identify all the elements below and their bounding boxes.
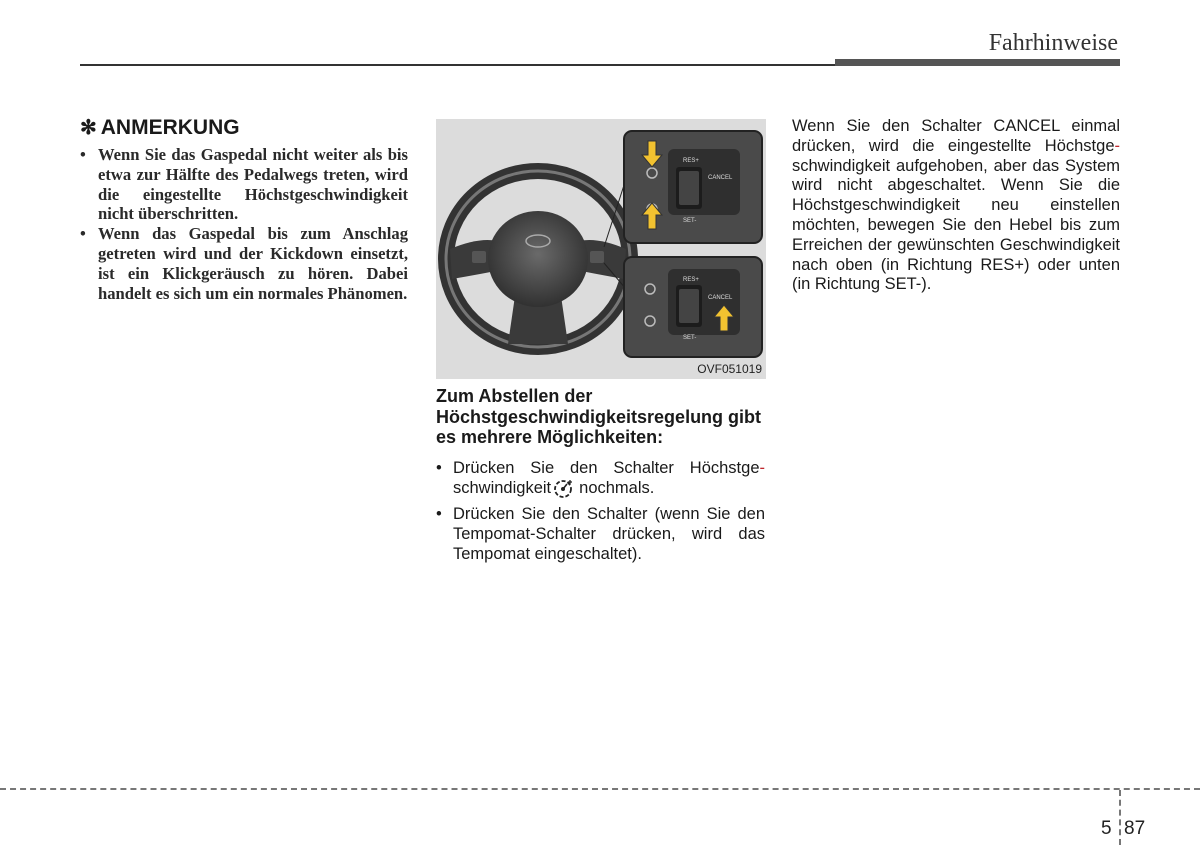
bullet1-text-a: Drücken Sie den Schalter Höchstge	[453, 458, 760, 477]
cancel-label-top: CANCEL	[708, 175, 733, 181]
speed-limiter-icon	[553, 478, 575, 503]
cruise-off-list	[436, 458, 765, 564]
note-box	[80, 115, 408, 303]
inset-top	[624, 131, 762, 243]
footer-divider	[1119, 790, 1121, 845]
set-label-bottom: SET-	[683, 335, 697, 341]
cancel-text-a: Wenn Sie den Schalter CANCEL einmal drücken, wird die eingestellte Höchstge	[792, 117, 1120, 155]
note-item: • Wenn Sie das Gaspedal nicht weiter als bis etwa zur Hälfte des Pedalwegs treten, wird die eingestellte Höchstgeschwindigkeit nicht überschritten.	[80, 145, 408, 224]
note-list	[80, 145, 408, 303]
page-number: 87	[1124, 818, 1146, 839]
note-title	[80, 115, 408, 140]
cancel-label-bottom: CANCEL	[708, 295, 733, 301]
steering-wheel-figure	[436, 119, 766, 379]
airbag-hub	[488, 211, 588, 307]
set-label-top: SET-	[683, 218, 697, 224]
footer-rule	[0, 788, 1200, 790]
left-switch	[472, 251, 486, 263]
header-rule-accent	[835, 59, 1120, 66]
cruise-off-section	[436, 386, 765, 565]
page-header-title: Fahrhinweise	[988, 30, 1118, 56]
hyphen-mark: -	[759, 458, 765, 477]
res-label-top: RES+	[683, 158, 699, 164]
steering-wheel-illustration	[436, 119, 766, 379]
cancel-text-b: schwindigkeit aufgehoben, aber das System wird nicht abgeschaltet. Wenn Sie die Höchstgeschwindigkeit neu einstellen möchten, bewegen Sie den Hebel bis zum Erreichen der gewünschten Geschwindigkeit nach oben (in Richtung RES+) oder unten (in Richtung SET-).	[792, 156, 1120, 294]
inset-bottom	[624, 257, 762, 357]
note-title-text: ANMERKUNG	[100, 115, 240, 139]
list-item: • Drücken Sie den Schalter (wenn Sie den Tempomat-Schalter drücken, wird das Tempomat eingeschaltet).	[436, 504, 765, 564]
note-item: • Wenn das Gaspedal bis zum Anschlag getreten wird und der Kickdown einsetzt, ist ein Klickgeräusch zu hören. Dabei handelt es sich um ein normales Phänomen.	[80, 224, 408, 303]
bullet1-text-b: schwindigkeit	[453, 478, 552, 497]
res-label-bottom: RES+	[683, 277, 699, 283]
figure-caption: OVF051019	[697, 362, 762, 376]
section-number: 5	[1101, 818, 1112, 839]
note-asterisk-icon: ✻	[80, 117, 97, 139]
right-switch	[590, 251, 604, 263]
section-heading: Zum Abstellen der Höchstgeschwindigkeitsregelung gibt es mehrere Möglichkeiten:	[436, 386, 762, 447]
hyphen-mark: -	[1114, 136, 1120, 155]
list-item	[436, 458, 765, 503]
bullet1-text-c: nochmals.	[579, 478, 655, 497]
header-rule	[80, 64, 835, 66]
cancel-paragraph	[792, 117, 1120, 295]
